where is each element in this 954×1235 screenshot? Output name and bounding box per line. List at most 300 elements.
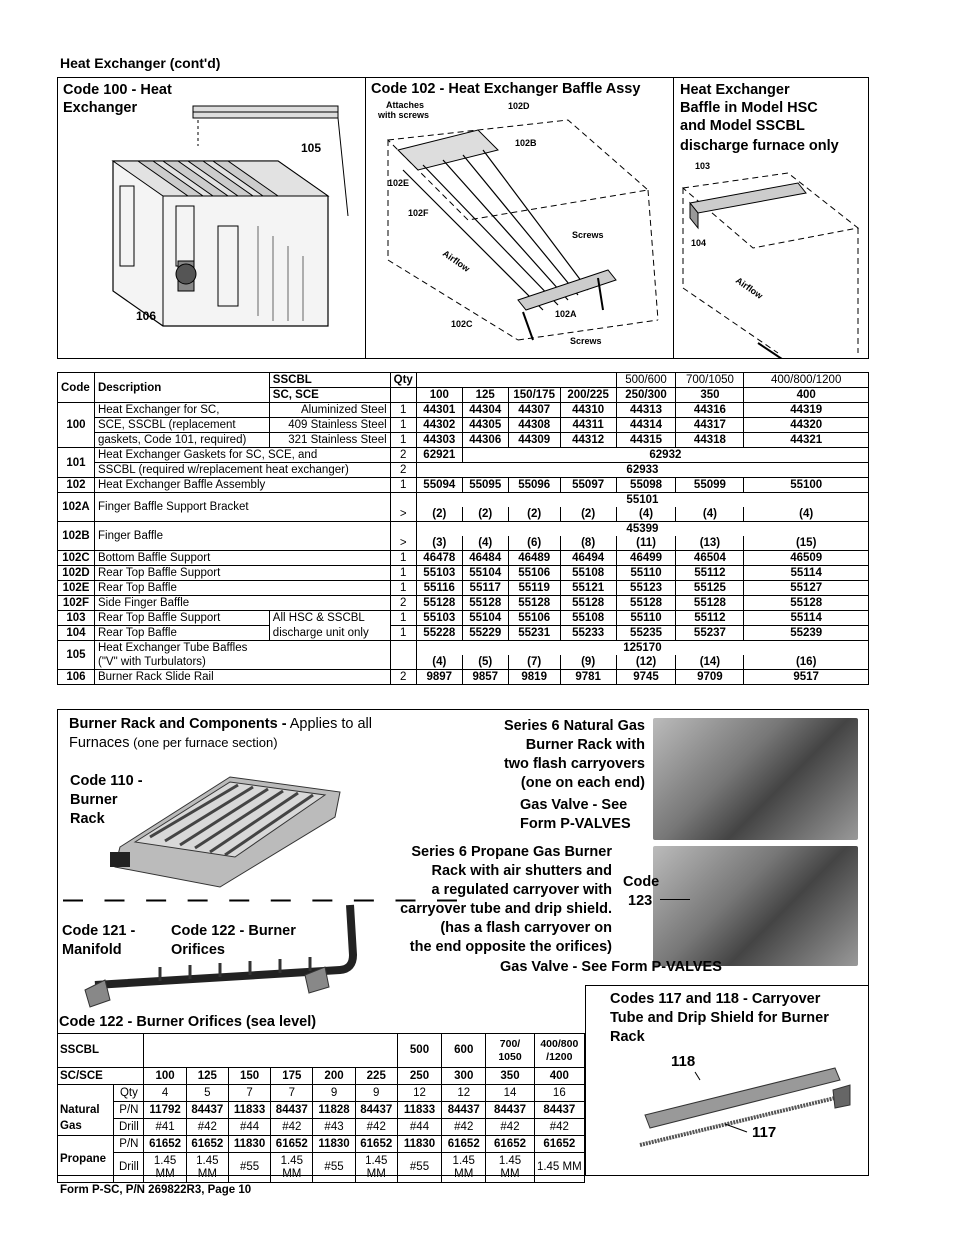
table-cell: 300 (442, 1068, 486, 1085)
table-cell: 100 (58, 403, 95, 448)
table-cell: Rear Top Baffle (94, 626, 269, 641)
s6p-line: (has a flash carryover on (440, 920, 612, 936)
table-cell: 9745 (616, 670, 676, 685)
table-cell: 55112 (676, 611, 744, 626)
table-cell: 102F (58, 596, 95, 611)
table-cell: 2 (390, 596, 416, 611)
table-cell: 44309 (508, 433, 560, 448)
hsc-baffle-drawing (678, 168, 866, 358)
label-102A: 102A (555, 309, 577, 319)
table-cell: 11830 (397, 1136, 441, 1153)
table-cell: (15) (744, 536, 869, 551)
s6p-line: a regulated carryover with (431, 882, 612, 898)
table-cell (390, 641, 416, 656)
table-row (58, 433, 869, 448)
table-cell (390, 388, 416, 403)
label-with-screws: with screws (378, 110, 430, 120)
table-cell: Aluminized Steel (269, 403, 390, 418)
table-cell: 44320 (744, 418, 869, 433)
table-cell: 1.45 MM (144, 1153, 186, 1183)
table-cell: 55095 (462, 478, 508, 493)
table-cell: 1.45 MM (486, 1153, 534, 1183)
table-row (58, 478, 869, 493)
table-cell: 55116 (416, 581, 462, 596)
table-cell: Gas (58, 1119, 114, 1136)
table-cell: Heat Exchanger for SC, (94, 403, 269, 418)
code123-label-2: 123 (628, 893, 653, 909)
table-cell: 102E (58, 581, 95, 596)
table-row (58, 403, 869, 418)
table-cell: Qty (114, 1085, 144, 1102)
table-cell: 55097 (560, 478, 616, 493)
table-cell: gaskets, Code 101, required) (94, 433, 269, 448)
table-cell: 102C (58, 551, 95, 566)
table-cell: 55128 (616, 596, 676, 611)
table-cell: 1.45 MM (271, 1153, 313, 1183)
orif-sscbl-val: 600 (442, 1034, 486, 1068)
table-cell: SCE, SSCBL (replacement (94, 418, 269, 433)
table-row (58, 463, 869, 478)
table-cell: #43 (313, 1119, 355, 1136)
table-cell: 9517 (744, 670, 869, 685)
table-cell: 103 (58, 611, 95, 626)
table-cell: 55228 (416, 626, 462, 641)
table-cell: 46509 (744, 551, 869, 566)
table-cell: 55235 (616, 626, 676, 641)
carryover-parts-image (635, 1060, 860, 1155)
table-cell: Heat Exchanger Tube Baffles (94, 641, 390, 656)
table-cell: 1.45 MM (534, 1153, 584, 1183)
table-cell: 61652 (486, 1136, 534, 1153)
hsc-title-3: and Model SSCBL (680, 118, 805, 134)
table-cell: 55128 (744, 596, 869, 611)
table-cell: 106 (58, 670, 95, 685)
table-cell: Side Finger Baffle (94, 596, 390, 611)
table-row (58, 448, 869, 463)
table-cell (58, 1085, 114, 1102)
table-cell: 11833 (228, 1102, 270, 1119)
table-cell: (4) (616, 507, 676, 522)
burner-title (69, 716, 372, 732)
orif-sscbl-val-b: 1050 (498, 1050, 522, 1063)
table-cell: Natural (58, 1102, 114, 1119)
table-cell: 105 (58, 641, 95, 670)
table-cell: 44315 (616, 433, 676, 448)
orifice-table (57, 1033, 585, 1183)
table-cell: 55098 (616, 478, 676, 493)
table-cell: 400 (534, 1068, 584, 1085)
label-118: 118 (671, 1053, 696, 1070)
table-cell: 55094 (416, 478, 462, 493)
label-screws-top: Screws (572, 230, 604, 240)
table-cell: 9897 (416, 670, 462, 685)
table-cell: 102B (58, 522, 95, 551)
table-cell: 55101 (416, 493, 868, 508)
burner-title-rest: Applies to all (286, 716, 372, 732)
table-cell: 104 (58, 626, 95, 641)
table-cell: 11792 (144, 1102, 186, 1119)
table-cell: 55110 (616, 611, 676, 626)
table-cell: 55104 (462, 611, 508, 626)
table-cell: #44 (397, 1119, 441, 1136)
header-sscbl-val: 400/800/1200 (744, 373, 869, 388)
label-102D: 102D (508, 101, 530, 111)
table-cell: 44307 (508, 403, 560, 418)
series6-propane-text (380, 843, 612, 957)
s6n-line: Burner Rack with (525, 737, 645, 753)
table-cell: 225 (355, 1068, 397, 1085)
burner-title-note: (one per furnace section) (129, 735, 278, 750)
table-cell: 1 (390, 626, 416, 641)
table-cell: (4) (676, 507, 744, 522)
label-103: 103 (695, 161, 711, 171)
code121-label-2: Manifold (62, 942, 122, 958)
table-cell: 55121 (560, 581, 616, 596)
table-cell: 61652 (186, 1136, 228, 1153)
table-cell: 55125 (676, 581, 744, 596)
table-cell: 2 (390, 463, 416, 478)
table-cell: 44318 (676, 433, 744, 448)
table-cell: 12 (397, 1085, 441, 1102)
table-cell: Rear Top Baffle (94, 581, 390, 596)
table-cell: 84437 (534, 1102, 584, 1119)
label-104: 104 (691, 238, 707, 248)
code110-label-3: Rack (70, 811, 105, 827)
table-cell: (2) (508, 507, 560, 522)
table-row (58, 493, 869, 508)
label-attaches: Attaches (386, 100, 425, 110)
table-cell: 55106 (508, 611, 560, 626)
table-cell: #42 (534, 1119, 584, 1136)
table-cell: 44303 (416, 433, 462, 448)
table-cell: Heat Exchanger Gaskets for SC, SCE, and (94, 448, 390, 463)
table-cell: P/N (114, 1102, 144, 1119)
s6n-line: (one on each end) (520, 775, 645, 791)
code123-pointer (660, 899, 690, 900)
table-cell: (13) (676, 536, 744, 551)
table-cell: 9857 (462, 670, 508, 685)
table-cell: (5) (462, 655, 508, 670)
table-cell: 55128 (462, 596, 508, 611)
table-cell: (16) (744, 655, 869, 670)
label-102E: 102E (388, 178, 410, 188)
hsc-title-1: Heat Exchanger (680, 82, 790, 98)
table-cell: 11830 (228, 1136, 270, 1153)
table-row (58, 611, 869, 626)
table-cell: 62921 (416, 448, 462, 463)
table-cell: #42 (486, 1119, 534, 1136)
header-code: Code (58, 373, 95, 403)
table-cell: 44316 (676, 403, 744, 418)
propane-rack-photo (653, 846, 858, 966)
label-hsc-airflow: Airflow (733, 275, 765, 301)
table-cell: (4) (462, 536, 508, 551)
table-cell (144, 1034, 397, 1068)
table-row (58, 522, 869, 537)
s6p-line: Series 6 Propane Gas Burner (411, 844, 612, 860)
code102-title: Code 102 - Heat Exchanger Baffle Assy (371, 81, 641, 97)
table-cell (390, 493, 416, 508)
table-cell: 44306 (462, 433, 508, 448)
table-cell: 61652 (534, 1136, 584, 1153)
s6p-line: carryover tube and drip shield. (400, 901, 612, 917)
header-size: 350 (676, 388, 744, 403)
table-row (58, 626, 869, 641)
orif-sscbl-val-a: 400/800 (540, 1037, 579, 1050)
table-cell: 55127 (744, 581, 869, 596)
manifold-image (75, 895, 365, 1010)
burner-title-furnaces: Furnaces (69, 735, 130, 751)
gas-valve-note-1 (520, 796, 631, 834)
burner-title-bold: Burner Rack and Components - (69, 716, 287, 732)
table-row (58, 655, 869, 670)
page-footer: Form P-SC, P/N 269822R3, Page 10 (60, 1184, 252, 1196)
table-cell: 11828 (313, 1102, 355, 1119)
table-cell: 46489 (508, 551, 560, 566)
label-screws-bottom: Screws (570, 336, 602, 346)
header-sscbl-val: 500/600 (616, 373, 676, 388)
table-cell: 55108 (560, 611, 616, 626)
table-cell: 44317 (676, 418, 744, 433)
table-cell: 4 (144, 1085, 186, 1102)
header-size: 100 (416, 388, 462, 403)
orif-sscbl-val (486, 1034, 534, 1068)
table-cell: 200 (313, 1068, 355, 1085)
table-cell: 5 (186, 1085, 228, 1102)
table-cell: 46504 (676, 551, 744, 566)
table-cell: 2 (390, 670, 416, 685)
gas-valve-line: Form P-VALVES (520, 816, 631, 832)
table-cell: 45399 (416, 522, 868, 537)
table-cell (416, 373, 616, 388)
table-cell: 55114 (744, 566, 869, 581)
table-cell: 7 (271, 1085, 313, 1102)
table-cell: 46499 (616, 551, 676, 566)
code121-label-1: Code 121 - (62, 923, 136, 939)
table-cell: (3) (416, 536, 462, 551)
label-105: 105 (301, 141, 322, 155)
table-cell: 9781 (560, 670, 616, 685)
code110-label-2: Burner (70, 792, 118, 808)
series6-natural-text (470, 717, 645, 793)
section-title: Heat Exchanger (cont'd) (60, 55, 221, 71)
table-cell: (2) (416, 507, 462, 522)
table-cell: P/N (114, 1136, 144, 1153)
table-cell: 44301 (416, 403, 462, 418)
table-cell: 55117 (462, 581, 508, 596)
carryover-title (610, 990, 829, 1047)
table-cell: Drill (114, 1119, 144, 1136)
header-size: 400 (744, 388, 869, 403)
divider (365, 78, 366, 358)
table-cell: 16 (534, 1085, 584, 1102)
table-cell: #55 (228, 1153, 270, 1183)
table-cell: ("V" with Turbulators) (94, 655, 390, 670)
table-cell: > (390, 536, 416, 551)
s6n-line: Series 6 Natural Gas (503, 718, 645, 734)
orif-sscbl-val-b: /1200 (546, 1050, 573, 1063)
table-cell: 55123 (616, 581, 676, 596)
table-cell: 11830 (313, 1136, 355, 1153)
table-row (58, 641, 869, 656)
table-cell: 55237 (676, 626, 744, 641)
table-row (58, 566, 869, 581)
header-size: 150/175 (508, 388, 560, 403)
table-cell: 55099 (676, 478, 744, 493)
dashed-separator: — — — — — — — — — — (63, 889, 466, 911)
table-cell: 62932 (462, 448, 868, 463)
table-row (58, 418, 869, 433)
table-cell: 61652 (144, 1136, 186, 1153)
table-cell: (9) (560, 655, 616, 670)
table-cell: 102 (58, 478, 95, 493)
burner-rack-image (110, 757, 350, 892)
table-cell: Heat Exchanger Baffle Assembly (94, 478, 390, 493)
table-cell: 125170 (416, 641, 868, 656)
divider (673, 78, 674, 358)
table-row (58, 670, 869, 685)
table-cell: 55239 (744, 626, 869, 641)
table-cell: 55104 (462, 566, 508, 581)
table-cell: 44314 (616, 418, 676, 433)
figure-panel (57, 77, 869, 359)
table-cell: (12) (616, 655, 676, 670)
table-cell: SSCBL (required w/replacement heat exchanger) (94, 463, 390, 478)
table-cell: 44319 (744, 403, 869, 418)
table-row (58, 596, 869, 611)
table-cell: #42 (186, 1119, 228, 1136)
label-102F: 102F (408, 208, 429, 218)
table-cell: 1 (390, 581, 416, 596)
table-cell: 44305 (462, 418, 508, 433)
table-cell: 9 (355, 1085, 397, 1102)
table-cell: 175 (271, 1068, 313, 1085)
header-size: 200/225 (560, 388, 616, 403)
gas-valve-note-2: Gas Valve - See Form P-VALVES (500, 959, 722, 975)
s6p-line: the end opposite the orifices) (409, 939, 612, 955)
table-cell: 55108 (560, 566, 616, 581)
s6p-line: Rack with air shutters and (431, 863, 612, 879)
table-cell: 9 (313, 1085, 355, 1102)
table-cell: #55 (313, 1153, 355, 1183)
table-cell: > (390, 507, 416, 522)
table-cell: 1 (390, 611, 416, 626)
table-cell: 55096 (508, 478, 560, 493)
table-cell: 46494 (560, 551, 616, 566)
table-cell: 7 (228, 1085, 270, 1102)
table-cell: 250 (397, 1068, 441, 1085)
orif-sscbl-header: SSCBL (58, 1034, 144, 1068)
table-cell: 102D (58, 566, 95, 581)
table-cell: 55229 (462, 626, 508, 641)
table-cell: 55110 (616, 566, 676, 581)
header-scsce: SC, SCE (269, 388, 390, 403)
table-cell (390, 522, 416, 537)
carry-line: Codes 117 and 118 - Carryover (610, 991, 821, 1007)
label-106: 106 (136, 309, 157, 323)
table-cell: #42 (355, 1119, 397, 1136)
table-cell: 150 (228, 1068, 270, 1085)
table-cell: 44304 (462, 403, 508, 418)
table-cell: 61652 (355, 1136, 397, 1153)
label-117: 117 (752, 1124, 777, 1141)
table-cell: 55119 (508, 581, 560, 596)
table-cell: Drill (114, 1153, 144, 1183)
table-row (58, 551, 869, 566)
code100-title: Code 100 - Heat Exchanger (63, 82, 172, 116)
table-cell: 55112 (676, 566, 744, 581)
code123-label-1: Code (623, 874, 660, 890)
header-sscbl: SSCBL (269, 373, 390, 388)
table-cell: #42 (442, 1119, 486, 1136)
table-cell: 102A (58, 493, 95, 522)
table-cell: 55128 (560, 596, 616, 611)
table-cell: 55128 (416, 596, 462, 611)
table-cell: (4) (744, 507, 869, 522)
header-sscbl-val: 700/1050 (676, 373, 744, 388)
table-cell: (2) (560, 507, 616, 522)
orif-sscbl-val (534, 1034, 584, 1068)
table-cell: #42 (271, 1119, 313, 1136)
table-cell: #44 (228, 1119, 270, 1136)
table-cell: 84437 (486, 1102, 534, 1119)
table-cell: 84437 (186, 1102, 228, 1119)
table-cell: 101 (58, 448, 95, 478)
header-size: 125 (462, 388, 508, 403)
table-cell: 46484 (462, 551, 508, 566)
table-cell: 55231 (508, 626, 560, 641)
table-cell: Finger Baffle Support Bracket (94, 493, 390, 522)
table-cell: 84437 (355, 1102, 397, 1119)
orif-scsce-header: SC/SCE (58, 1068, 144, 1085)
table-row (58, 581, 869, 596)
table-cell: 46478 (416, 551, 462, 566)
table-cell: 44302 (416, 418, 462, 433)
s6n-line: two flash carryovers (503, 756, 645, 772)
table-cell: 55100 (744, 478, 869, 493)
table-cell: (8) (560, 536, 616, 551)
table-cell: discharge unit only (269, 626, 390, 641)
table-cell: 1.45 MM (186, 1153, 228, 1183)
code122-label-2: Orifices (171, 942, 225, 958)
table-cell: 100 (144, 1068, 186, 1085)
table-cell: 350 (486, 1068, 534, 1085)
table-cell: Burner Rack Slide Rail (94, 670, 390, 685)
table-cell: 321 Stainless Steel (269, 433, 390, 448)
label-102C: 102C (451, 319, 473, 329)
table-cell: (4) (416, 655, 462, 670)
table-cell: 84437 (442, 1102, 486, 1119)
table-cell: 1 (390, 433, 416, 448)
table-cell: (11) (616, 536, 676, 551)
table-cell: 409 Stainless Steel (269, 418, 390, 433)
table-cell: #55 (397, 1153, 441, 1183)
orifice-table-title: Code 122 - Burner Orifices (sea level) (59, 1014, 317, 1030)
table-cell: (2) (462, 507, 508, 522)
table-cell: 9819 (508, 670, 560, 685)
table-cell: 14 (486, 1085, 534, 1102)
table-cell: 12 (442, 1085, 486, 1102)
table-cell: 125 (186, 1068, 228, 1085)
table-cell: 55103 (416, 566, 462, 581)
table-cell: Finger Baffle (94, 522, 390, 551)
carry-line: Rack (610, 1029, 645, 1045)
hsc-title-4: discharge furnace only (680, 138, 839, 154)
table-cell: 1.45 MM (442, 1153, 486, 1183)
table-cell: (7) (508, 655, 560, 670)
orif-sscbl-val-a: 700/ (499, 1037, 521, 1050)
table-cell: (14) (676, 655, 744, 670)
